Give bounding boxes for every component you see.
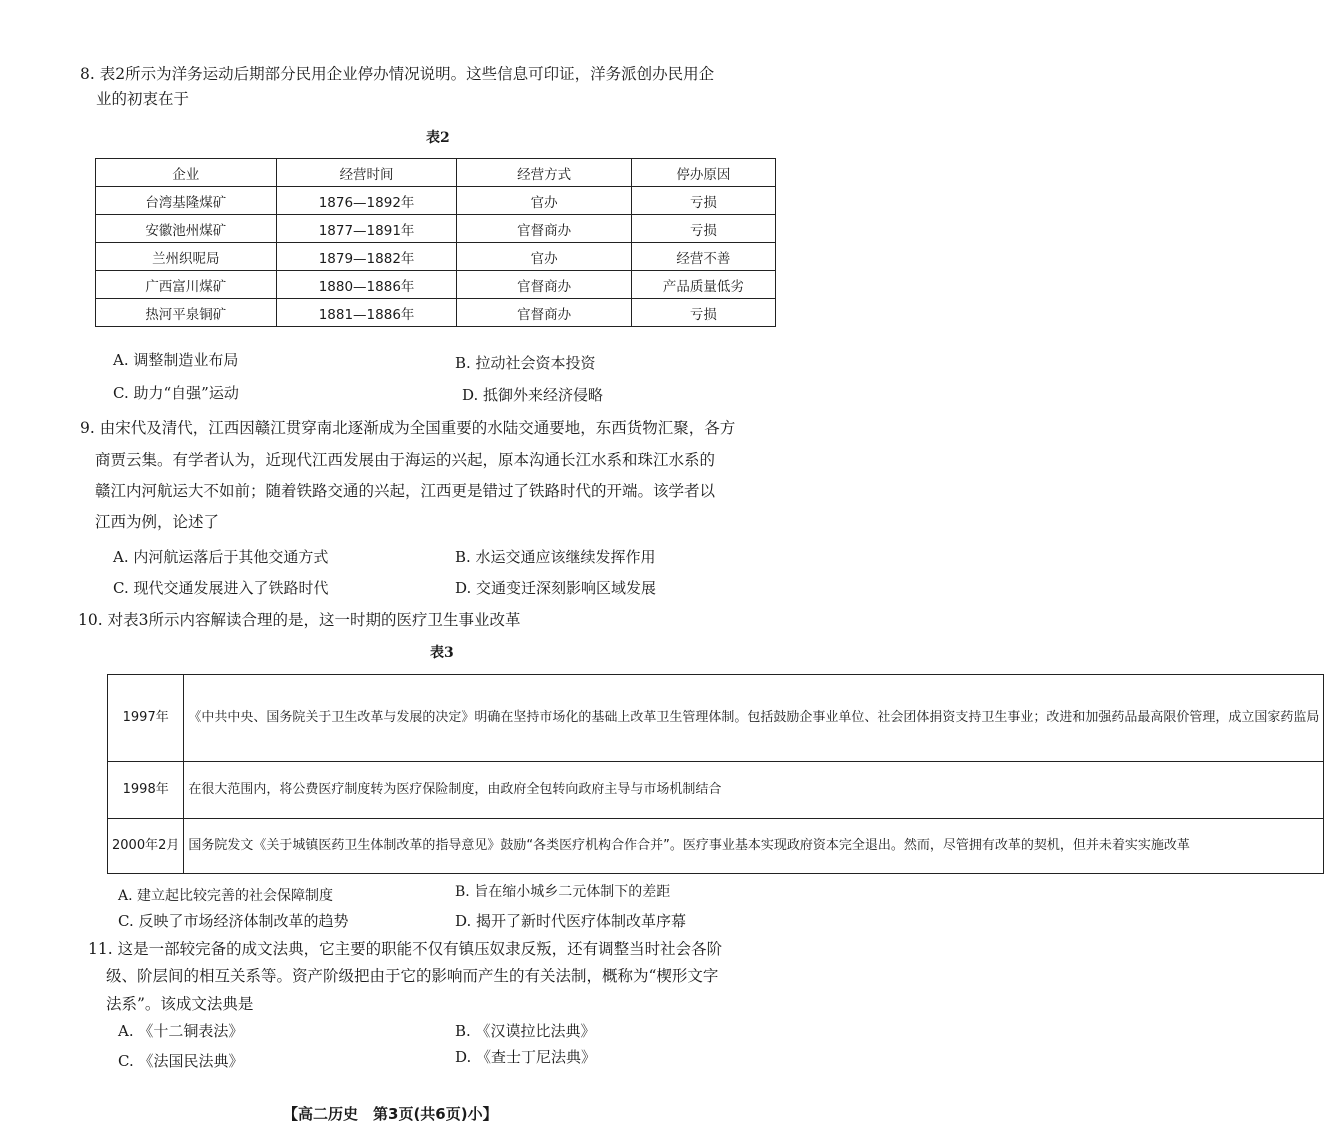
table-cell: 官督商办 bbox=[457, 299, 631, 327]
table-row bbox=[108, 675, 1324, 762]
table-cell: 官督商办 bbox=[457, 215, 631, 243]
q11-stem-line3: 法系”。该成文法典是 bbox=[106, 995, 254, 1013]
q9-option-d[interactable]: D. 交通变迁深刻影响区域发展 bbox=[455, 579, 657, 597]
table-cell: 官督商办 bbox=[457, 271, 631, 299]
q8-option-a[interactable]: A. 调整制造业布局 bbox=[113, 351, 239, 369]
q11-stem-line1: 11. 这是一部较完备的成文法典，它主要的职能不仅有镇压奴隶反叛，还有调整当时社会各阶 bbox=[88, 940, 723, 958]
q10-stem: 10. 对表3所示内容解读合理的是，这一时期的医疗卫生事业改革 bbox=[78, 611, 521, 629]
table-row bbox=[96, 299, 776, 327]
q11-stem-line2: 级、阶层间的相互关系等。资产阶级把由于它的影响而产生的有关法制，概称为“楔形文字 bbox=[106, 967, 719, 985]
table-cell: 台湾基隆煤矿 bbox=[96, 187, 277, 215]
q8-option-c[interactable]: C. 助力“自强”运动 bbox=[113, 384, 239, 402]
q9-option-a[interactable]: A. 内河航运落后于其他交通方式 bbox=[113, 548, 329, 566]
table3-caption: 表3 bbox=[430, 645, 454, 661]
table3-year: 1998年 bbox=[108, 762, 184, 819]
q8-option-b[interactable]: B. 拉动社会资本投资 bbox=[455, 354, 596, 372]
table-row bbox=[96, 187, 776, 215]
table-cell: 1881—1886年 bbox=[276, 299, 457, 327]
table2 bbox=[95, 158, 776, 327]
table-cell: 1879—1882年 bbox=[276, 243, 457, 271]
table-cell: 亏损 bbox=[631, 215, 775, 243]
table3 bbox=[107, 674, 1324, 874]
q10-option-a[interactable]: A. 建立起比较完善的社会保障制度 bbox=[118, 888, 334, 904]
q8-stem-line2: 业的初衷在于 bbox=[96, 90, 190, 108]
table3-content: 在很大范围内，将公费医疗制度转为医疗保险制度，由政府全包转向政府主导与市场机制结合 bbox=[184, 762, 1324, 819]
table-cell: 官办 bbox=[457, 187, 631, 215]
q8-option-d[interactable]: D. 抵御外来经济侵略 bbox=[462, 386, 604, 404]
table-row bbox=[96, 215, 776, 243]
table3-content: 《中共中央、国务院关于卫生改革与发展的决定》明确在坚持市场化的基础上改革卫生管理体制。包括鼓励企事业单位、社会团体捐资支持卫生事业；改进和加强药品最高限价管理，成立国家药监局 bbox=[184, 675, 1324, 762]
table-cell: 经营不善 bbox=[631, 243, 775, 271]
table3-year: 1997年 bbox=[108, 675, 184, 762]
table-cell: 1880—1886年 bbox=[276, 271, 457, 299]
table-cell: 产品质量低劣 bbox=[631, 271, 775, 299]
table-cell: 安徽池州煤矿 bbox=[96, 215, 277, 243]
table-row bbox=[108, 762, 1324, 819]
table-cell: 亏损 bbox=[631, 187, 775, 215]
table3-content: 国务院发文《关于城镇医药卫生体制改革的指导意见》鼓励“各类医疗机构合作合并”。医疗事业基本实现政府资本完全退出。然而，尽管拥有改革的契机，但并未着实实施改革 bbox=[184, 819, 1324, 874]
table-cell: 1877—1891年 bbox=[276, 215, 457, 243]
q9-stem-line3: 赣江内河航运大不如前；随着铁路交通的兴起，江西更是错过了铁路时代的开端。该学者以 bbox=[95, 482, 716, 500]
table-cell: 热河平泉铜矿 bbox=[96, 299, 277, 327]
q9-stem-line4: 江西为例，论述了 bbox=[95, 513, 220, 531]
table-row bbox=[96, 271, 776, 299]
q10-option-c[interactable]: C. 反映了市场经济体制改革的趋势 bbox=[118, 912, 349, 930]
q11-option-a[interactable]: A. 《十二铜表法》 bbox=[118, 1022, 244, 1040]
table2-header-row bbox=[96, 159, 776, 187]
q10-option-d[interactable]: D. 揭开了新时代医疗体制改革序幕 bbox=[455, 912, 687, 930]
table-cell: 官办 bbox=[457, 243, 631, 271]
table-cell: 广西富川煤矿 bbox=[96, 271, 277, 299]
q9-option-b[interactable]: B. 水运交通应该继续发挥作用 bbox=[455, 548, 656, 566]
table2-header-cell: 经营时间 bbox=[276, 159, 457, 187]
table2-header-cell: 经营方式 bbox=[457, 159, 631, 187]
table2-caption: 表2 bbox=[426, 130, 450, 146]
table-cell: 亏损 bbox=[631, 299, 775, 327]
q11-option-c[interactable]: C. 《法国民法典》 bbox=[118, 1052, 244, 1070]
page-footer: 【高二历史 第3页(共6页)小】 bbox=[283, 1105, 498, 1123]
table2-header-cell: 企业 bbox=[96, 159, 277, 187]
table3-year: 2000年2月 bbox=[108, 819, 184, 874]
table-cell: 兰州织呢局 bbox=[96, 243, 277, 271]
q8-stem-line1: 8. 表2所示为洋务运动后期部分民用企业停办情况说明。这些信息可印证，洋务派创办民用企 bbox=[80, 65, 715, 83]
table-row bbox=[96, 243, 776, 271]
table2-header-cell: 停办原因 bbox=[631, 159, 775, 187]
table-cell: 1876—1892年 bbox=[276, 187, 457, 215]
q9-stem-line1: 9. 由宋代及清代，江西因赣江贯穿南北逐渐成为全国重要的水陆交通要地，东西货物汇聚，各方 bbox=[80, 419, 736, 437]
q9-option-c[interactable]: C. 现代交通发展进入了铁路时代 bbox=[113, 579, 329, 597]
q10-option-b[interactable]: B. 旨在缩小城乡二元体制下的差距 bbox=[455, 884, 671, 900]
q11-option-b[interactable]: B. 《汉谟拉比法典》 bbox=[455, 1022, 596, 1040]
q9-stem-line2: 商贾云集。有学者认为，近现代江西发展由于海运的兴起，原本沟通长江水系和珠江水系的 bbox=[95, 451, 716, 469]
table-row bbox=[108, 819, 1324, 874]
q11-option-d[interactable]: D. 《查士丁尼法典》 bbox=[455, 1048, 597, 1066]
